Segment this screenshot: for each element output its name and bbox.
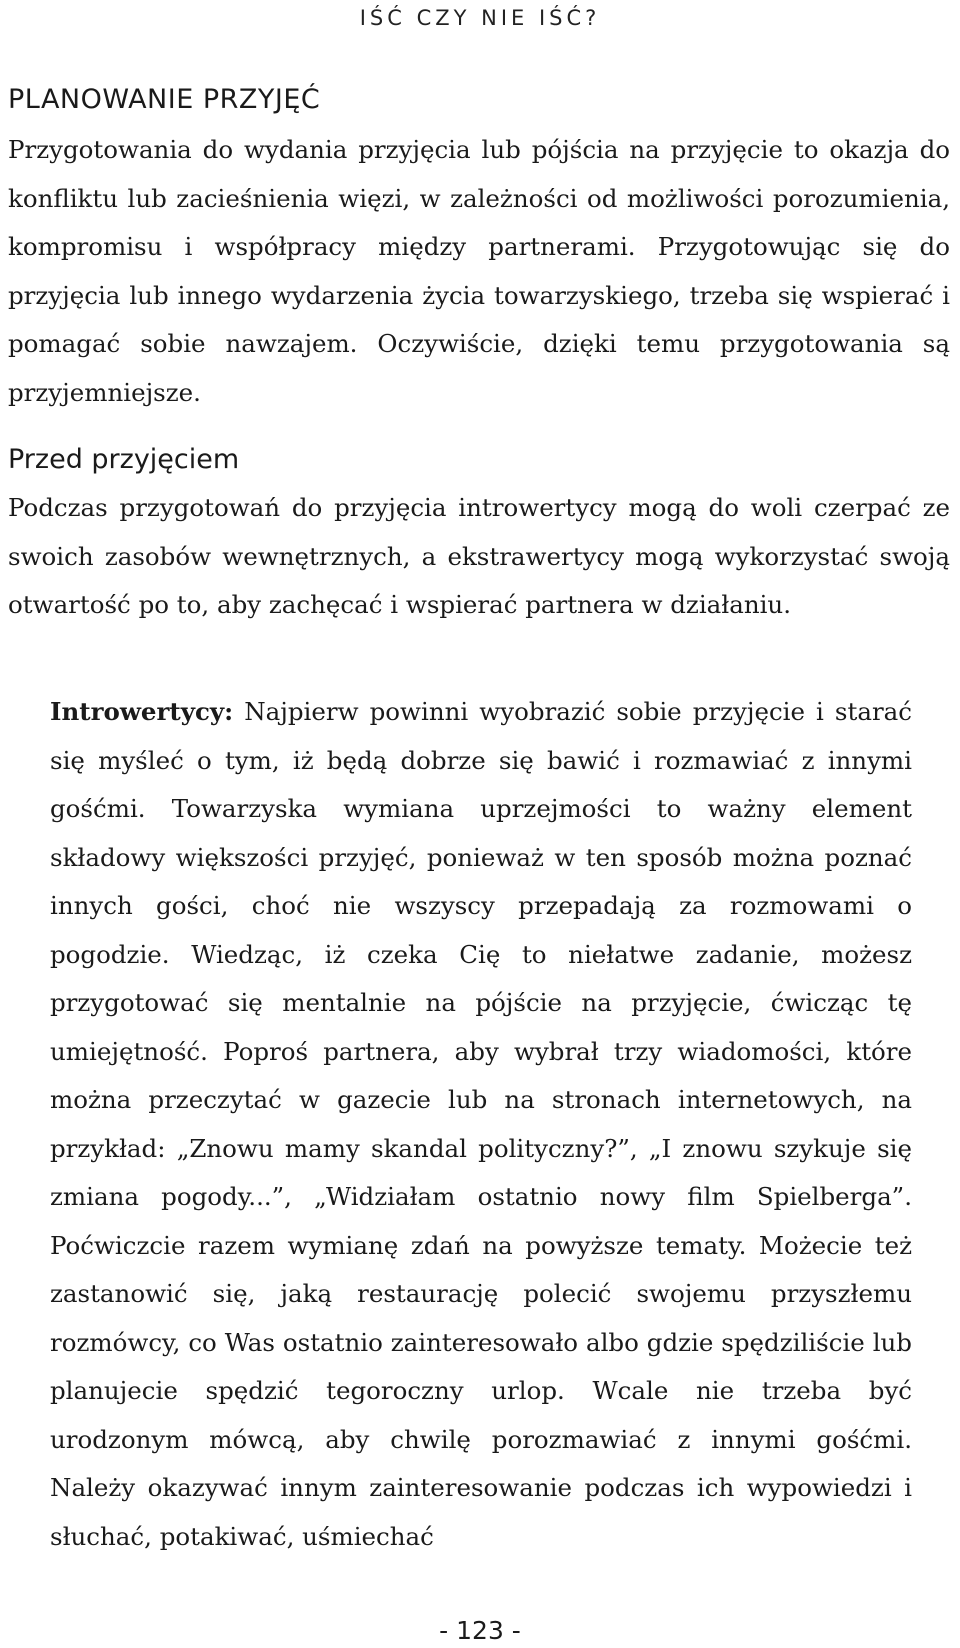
section-paragraph: Przygotowania do wydania przyjęcia lub pójścia na przyjęcie to okazja do konfliktu lub zacieśnienia więzi, w zależności od możliwości porozumienia, kompromisu i współpracy między partnerami. Przygotowując się do przyjęcia lub innego wydarzenia życia towarzyskiego, trzeba się wspierać i pomagać sobie nawzajem. Oczywiście, dzięki temu przygotowania są przyjemniejsze. bbox=[8, 135, 950, 407]
subsection-paragraph: Podczas przygotowań do przyjęcia introwertycy mogą do woli czerpać ze swoich zasobów wewnętrznych, a ekstrawertycy mogą wykorzystać swoją otwartość po to, aby zachęcać i wspierać partnera w działaniu. bbox=[8, 493, 950, 619]
section-heading: PLANOWANIE PRZYJĘĆ bbox=[8, 84, 321, 115]
introverts-paragraph bbox=[50, 688, 912, 1561]
page-number: - 123 - bbox=[439, 1616, 521, 1645]
introverts-body: Najpierw powinni wyobrazić sobie przyjęcie i starać się myśleć o tym, iż będą dobrze się bawić i rozmawiać z innymi gośćmi. Towarzyska wymiana uprzejmości to ważny element składowy większości przyjęć, ponieważ w ten sposób można poznać innych gości, choć nie wszyscy przepadają za rozmowami o pogodzie. Wiedząc, iż czeka Cię to niełatwe zadanie, możesz przygotować się mentalnie na pójście na przyjęcie, ćwicząc tę umiejętność. Poproś partnera, aby wybrał trzy wiadomości, które można przeczytać w gazecie lub na stronach internetowych, na przykład: „Znowu mamy skandal polityczny?”, „I znowu szykuje się zmiana pogody...”, „Widziałam ostatnio nowy film Spielberga”. Poćwiczcie razem wymianę zdań na powyższe tematy. Możecie też zastanowić się, jaką restaurację polecić swojemu przyszłemu rozmówcy, co Was ostatnio zainteresowało albo gdzie spędziliście lub planujecie spędzić tegoroczny urlop. Wcale nie trzeba być urodzonym mówcą, aby chwilę porozmawiać z innymi gośćmi. Należy okazywać innym zainteresowanie podczas ich wypowiedzi i słuchać, potakiwać, uśmiechać bbox=[50, 697, 912, 1551]
subsection-heading: Przed przyjęciem bbox=[8, 444, 240, 475]
introverts-lead: Introwertycy: bbox=[50, 697, 234, 726]
running-head: IŚĆ CZY NIE IŚĆ? bbox=[359, 6, 601, 30]
